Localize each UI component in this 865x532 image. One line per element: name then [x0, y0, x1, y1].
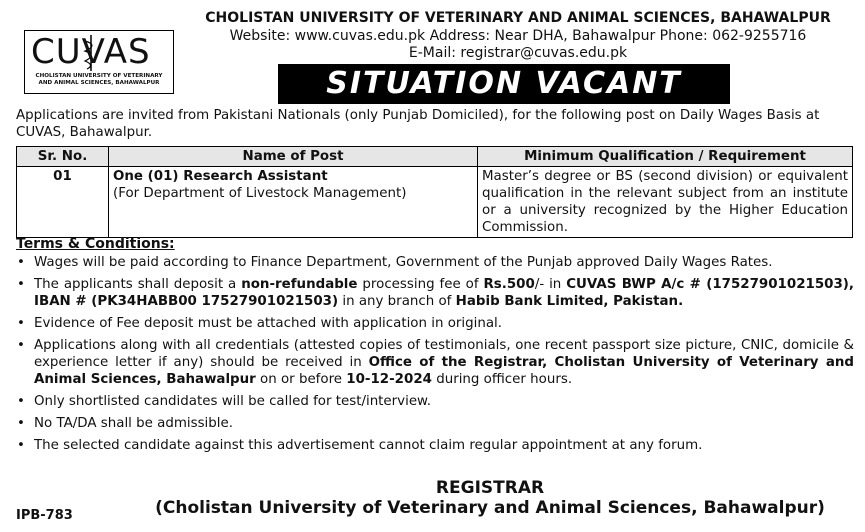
header-qualification: Minimum Qualification / Requirement [478, 147, 853, 167]
ipb-code: IPB-783 [16, 508, 73, 523]
terms-list [16, 254, 854, 459]
email-line: E-Mail: registrar@cuvas.edu.pk [408, 45, 628, 61]
list-item [16, 437, 854, 454]
term-text: Applications along with all credentials (attested copies of testimonials, one recent passport size picture, CNIC, domicile & experience letter if any) should be received in [34, 338, 854, 370]
term-text: Only shortlisted candidates will be called for test/interview. [34, 394, 432, 409]
header-sr-no: Sr. No. [17, 147, 109, 167]
contact-line: Website: www.cuvas.edu.pk Address: Near DHA, Bahawalpur Phone: 062-9255716 [229, 28, 807, 44]
terms-heading: Terms & Conditions: [16, 236, 175, 252]
posts-table [16, 146, 853, 238]
list-item [16, 315, 854, 332]
term-bold: non-refundable [241, 277, 358, 292]
term-text: on or before [255, 372, 347, 387]
list-item [16, 254, 854, 271]
cell-sr-no: 01 [17, 167, 109, 238]
situation-vacant-banner: SITUATION VACANT [278, 64, 730, 104]
term-bold: CUVAS BWP A/c # (17527901021503), IBAN # (PK34HABB00 17527901021503) [34, 277, 854, 309]
term-bold: 10-12-2024 [346, 372, 432, 387]
list-item [16, 393, 854, 410]
term-text: The applicants shall deposit a [34, 277, 242, 292]
list-item [16, 415, 854, 432]
term-text: /- in [534, 277, 567, 292]
list-item [16, 337, 854, 388]
term-text: processing fee of [357, 277, 484, 292]
term-text: The selected candidate against this advertisement cannot claim regular appointment at any forum. [34, 438, 703, 453]
table-header-row [17, 147, 853, 167]
logo-caption [25, 73, 173, 87]
registrar-university: (Cholistan University of Veterinary and Animal Sciences, Bahawalpur) [155, 498, 825, 518]
cell-post [109, 167, 478, 238]
logo-caption-line2: AND ANIMAL SCIENCES, BAHAWALPUR [38, 80, 160, 86]
table-row [17, 167, 853, 238]
logo-text: CUVAS [31, 32, 151, 72]
intro-paragraph: Applications are invited from Pakistani Nationals (only Punjab Domiciled), for the following post on Daily Wages Basis at CUVAS, Bahawalpur. [16, 108, 820, 140]
header-post-name: Name of Post [109, 147, 478, 167]
term-text: No TA/DA shall be admissible. [34, 416, 233, 431]
term-bold: Office of the Registrar, Cholistan University of Veterinary and Animal Sciences, Bahawalpur [34, 355, 854, 387]
cuvas-logo [24, 30, 174, 94]
term-text: Wages will be paid according to Finance Department, Government of the Punjab approved Daily Wages Rates. [34, 255, 773, 270]
term-text: Evidence of Fee deposit must be attached with application in original. [34, 316, 503, 331]
list-item [16, 276, 854, 310]
term-bold: Habib Bank Limited, Pakistan. [455, 294, 684, 309]
post-department: (For Department of Livestock Management) [113, 186, 407, 201]
university-title: CHOLISTAN UNIVERSITY OF VETERINARY AND ANIMAL SCIENCES, BAHAWALPUR [205, 10, 831, 26]
registrar-title: REGISTRAR [435, 478, 545, 498]
term-bold: Rs.500 [483, 277, 535, 292]
term-text: in any branch of [338, 294, 456, 309]
cell-qualification: Master’s degree or BS (second division) or equivalent qualification in the relevant subject from an institute or a university recognized by the Higher Education Commission. [478, 167, 853, 238]
post-title: One (01) Research Assistant [113, 169, 328, 184]
logo-caption-line1: CHOLISTAN UNIVERSITY OF VETERINARY [35, 73, 163, 79]
term-text: during officer hours. [431, 372, 573, 387]
